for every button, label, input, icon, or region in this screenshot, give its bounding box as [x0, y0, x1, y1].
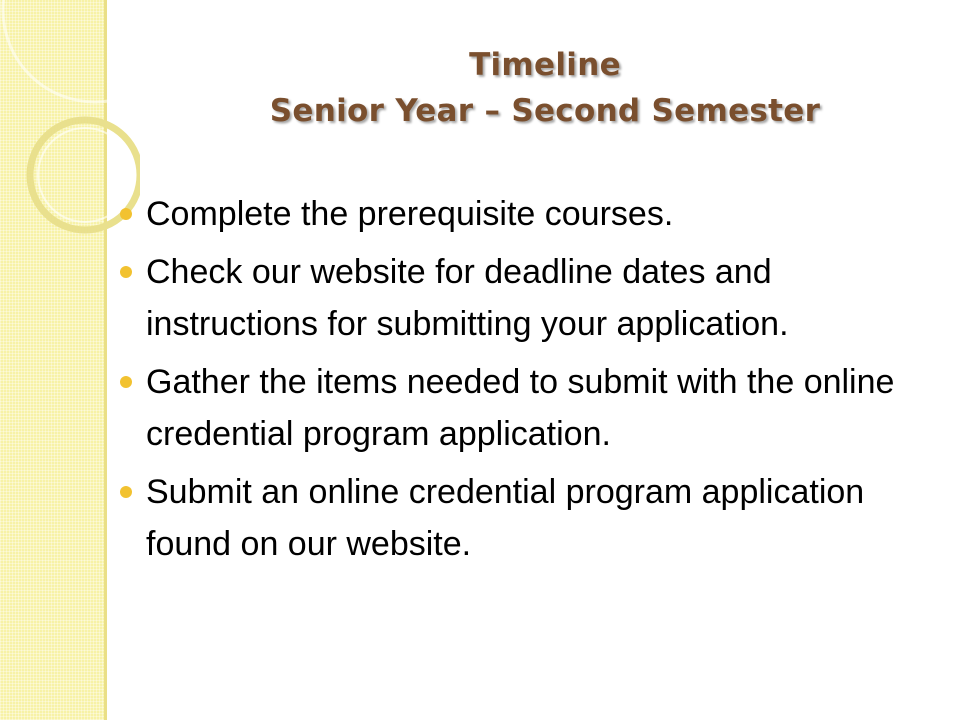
title-line-2: Senior Year – Second Semester [269, 93, 821, 129]
bullet-text: Submit an online credential program application found on our website. [146, 473, 865, 563]
bullet-text: Complete the prerequisite courses. [146, 195, 674, 233]
bullet-dot-icon [120, 208, 132, 220]
bullet-dot-icon [120, 486, 132, 498]
bullet-text: Gather the items needed to submit with the online credential program application. [146, 363, 895, 453]
title-line-1: Timeline [469, 47, 621, 83]
bullet-item [120, 188, 900, 240]
slide-title [150, 42, 940, 134]
decorative-circles [0, 0, 140, 260]
bullet-item [120, 356, 900, 460]
bullet-list [120, 188, 900, 576]
bullet-text: Check our website for deadline dates and instructions for submitting your application. [146, 253, 789, 343]
bullet-dot-icon [120, 376, 132, 388]
bullet-dot-icon [120, 266, 132, 278]
bullet-item [120, 466, 900, 570]
bullet-item [120, 246, 900, 350]
